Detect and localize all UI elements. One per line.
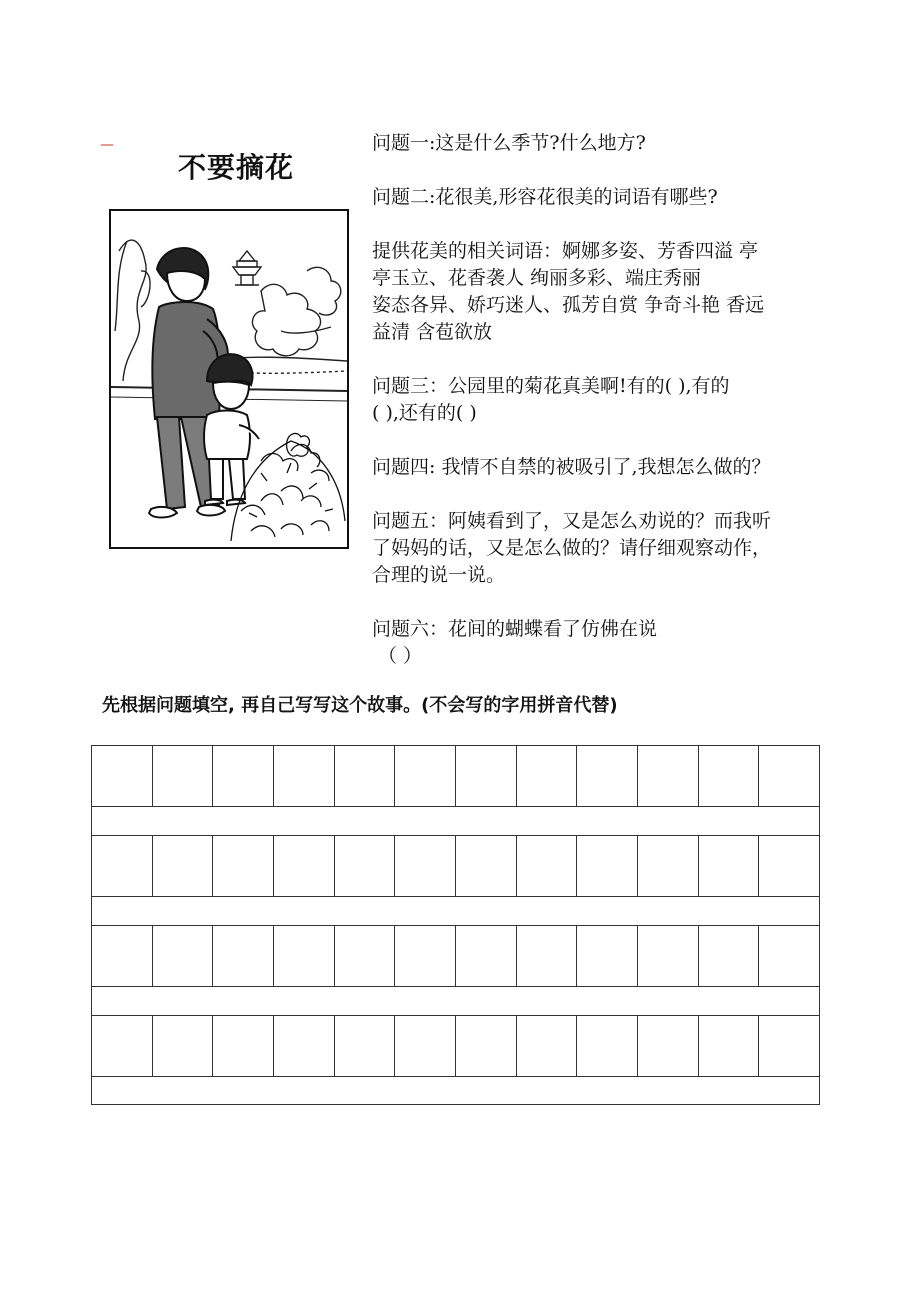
pinyin-strip[interactable]: [91, 896, 820, 925]
pinyin-strip[interactable]: [91, 1076, 820, 1105]
grid-cell[interactable]: [92, 836, 153, 896]
vocabulary-hint-line-2: 亭玉立、花香袭人 绚丽多彩、端庄秀丽: [372, 267, 702, 289]
pinyin-strip[interactable]: [91, 986, 820, 1015]
grid-cell[interactable]: [759, 926, 820, 986]
question-4-line-1: 问题四: 我情不自禁的被吸引了,我想怎么做的？: [372, 456, 771, 478]
question-3-line-1: 问题三：公园里的菊花真美啊!有的( ),有的: [372, 375, 730, 397]
grid-cell[interactable]: [213, 836, 274, 896]
grid-cell[interactable]: [699, 1016, 760, 1076]
grid-cell[interactable]: [577, 1016, 638, 1076]
grid-cell[interactable]: [456, 1016, 517, 1076]
grid-cell[interactable]: [153, 836, 214, 896]
red-mark: —: [100, 137, 114, 153]
vocabulary-hint-line-1: 提供花美的相关词语：婀娜多姿、芳香四溢 亭: [372, 240, 759, 262]
pinyin-strip[interactable]: [91, 806, 820, 835]
grid-cell[interactable]: [699, 926, 760, 986]
question-3-line-2: ( ),还有的( ): [372, 402, 477, 424]
grid-cell[interactable]: [335, 746, 396, 806]
grid-cell[interactable]: [395, 746, 456, 806]
grid-cell[interactable]: [699, 746, 760, 806]
grid-cell[interactable]: [92, 1016, 153, 1076]
grid-cell[interactable]: [335, 926, 396, 986]
grid-cell[interactable]: [577, 836, 638, 896]
grid-cell[interactable]: [759, 746, 820, 806]
grid-cell[interactable]: [517, 836, 578, 896]
question-5-line-1: 问题五：阿姨看到了，又是怎么劝说的？而我听: [372, 510, 772, 532]
vocabulary-hint: [372, 238, 832, 346]
question-6-answer-blank[interactable]: （ ）: [378, 645, 423, 667]
grid-cell[interactable]: [395, 836, 456, 896]
grid-cell[interactable]: [335, 836, 396, 896]
grid-cell[interactable]: [274, 1016, 335, 1076]
grid-cell[interactable]: [638, 926, 699, 986]
question-1-line-1: 问题一:这是什么季节?什么地方?: [372, 132, 646, 154]
grid-cell[interactable]: [213, 1016, 274, 1076]
grid-cell[interactable]: [759, 1016, 820, 1076]
grid-row: [91, 1015, 820, 1076]
vocabulary-hint-line-4: 益清 含苞欲放: [372, 321, 493, 343]
grid-cell[interactable]: [456, 836, 517, 896]
grid-cell[interactable]: [638, 836, 699, 896]
grid-cell[interactable]: [638, 746, 699, 806]
grid-cell[interactable]: [213, 746, 274, 806]
grid-cell[interactable]: [213, 926, 274, 986]
grid-cell[interactable]: [153, 746, 214, 806]
grid-cell[interactable]: [456, 746, 517, 806]
picture-title: 不要摘花: [178, 151, 295, 184]
grid-cell[interactable]: [153, 1016, 214, 1076]
grid-cell[interactable]: [92, 926, 153, 986]
writing-instruction: 先根据问题填空, 再自己写写这个故事。(不会写的字用拼音代替): [102, 695, 618, 716]
grid-row: [91, 835, 820, 896]
illustration-mother-and-child-icon: [111, 211, 347, 547]
grid-row: [91, 745, 820, 806]
grid-cell[interactable]: [759, 836, 820, 896]
writing-grid: [91, 745, 820, 1105]
grid-cell[interactable]: [577, 746, 638, 806]
question-3: [372, 373, 832, 427]
question-2: [372, 184, 832, 211]
grid-cell[interactable]: [153, 926, 214, 986]
vocabulary-hint-line-3: 姿态各异、娇巧迷人、孤芳自赏 争奇斗艳 香远: [372, 294, 765, 316]
grid-cell[interactable]: [395, 1016, 456, 1076]
grid-cell[interactable]: [335, 1016, 396, 1076]
question-1: [372, 130, 832, 157]
question-5-line-3: 合理的说一说。: [372, 564, 506, 586]
question-list: [372, 130, 832, 670]
grid-cell[interactable]: [638, 1016, 699, 1076]
question-2-line-1: 问题二:花很美,形容花很美的词语有哪些?: [372, 186, 718, 208]
grid-cell[interactable]: [456, 926, 517, 986]
grid-cell[interactable]: [274, 836, 335, 896]
grid-cell[interactable]: [274, 746, 335, 806]
question-4: [372, 454, 832, 481]
grid-cell[interactable]: [577, 926, 638, 986]
grid-cell[interactable]: [92, 746, 153, 806]
question-6: [372, 616, 832, 670]
question-5: [372, 508, 832, 589]
grid-cell[interactable]: [517, 1016, 578, 1076]
question-5-line-2: 了妈妈的话，又是怎么做的？请仔细观察动作，: [372, 537, 772, 559]
story-illustration: [109, 209, 349, 549]
grid-cell[interactable]: [517, 926, 578, 986]
grid-cell[interactable]: [517, 746, 578, 806]
grid-cell[interactable]: [395, 926, 456, 986]
grid-cell[interactable]: [274, 926, 335, 986]
grid-cell[interactable]: [699, 836, 760, 896]
question-6-line-1: 问题六：花间的蝴蝶看了仿佛在说: [372, 618, 658, 640]
grid-row: [91, 925, 820, 986]
